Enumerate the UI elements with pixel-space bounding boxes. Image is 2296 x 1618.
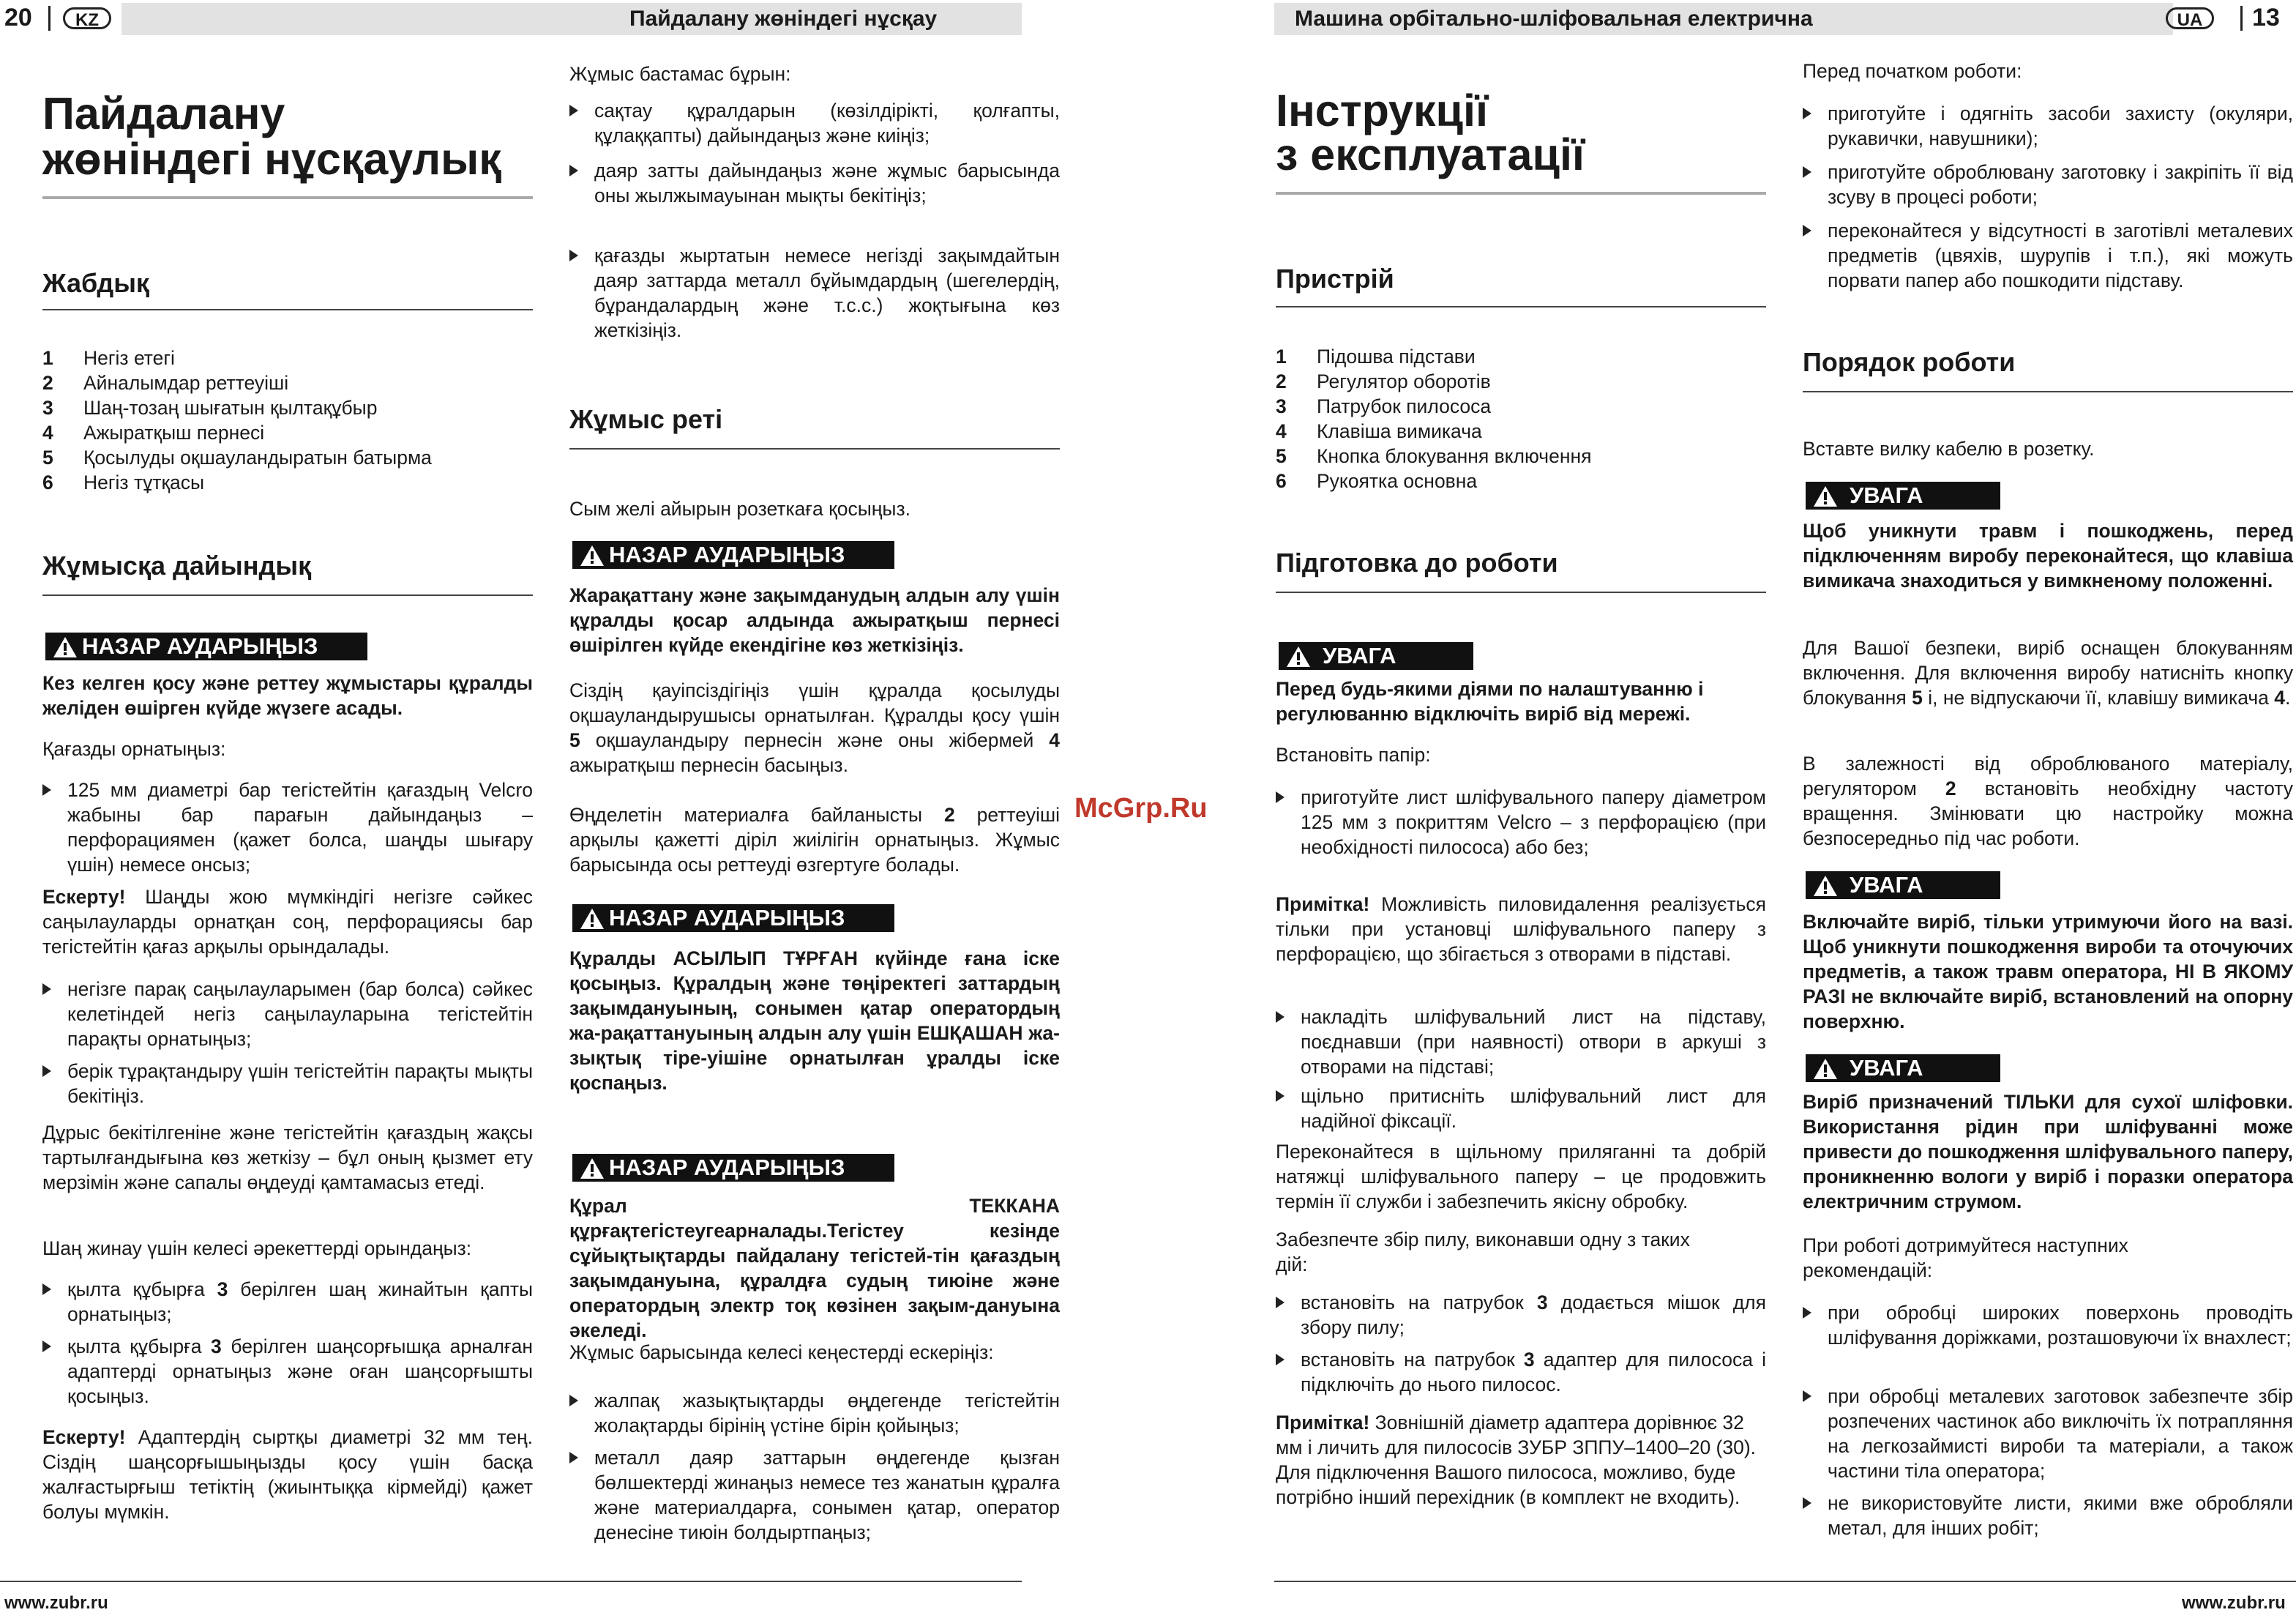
note-text: Ескерту! Адаптердің сыртқы диаметрі 32 мм тең. Сіздің шаңсорғышыңызды қосу үшін басқа жалғастырғыш тетіктің (жиынтыққа кірмейді) қажет болуы мүмкін. xyxy=(42,1426,533,1523)
equipment-item: 1 Негіз етегі xyxy=(42,347,175,369)
list-item: қағазды жыртатын немесе негізді зақымдайтын даяр заттарда металл бұйымдардың (шегелердің, бұрандалардың және т.с.с.) жоқтығына көз жеткізіңіз. xyxy=(594,245,1060,341)
warning-text: Құрал ТЕККАНА құрғақтегістеугеарналады.Тегістеу кезінде сұйықтықтарды пайдалану тегістей-тін қағаздың зақымдануына, құралдға судың тиюіне және оператордың электр тоқ көзінен зақым-дануына әкеледі. xyxy=(569,1195,1060,1341)
section-heading-order: Порядок роботи xyxy=(1803,347,2016,377)
warning-text: Жарақаттану және зақымданудың алдын алу үшін құралды қосар алдында ажыратқыш пернесі өшірілген күйде екендігіне көз жеткізіңіз. xyxy=(569,584,1060,656)
dust-intro: Шаң жинау үшін келесі әрекеттерді орындаңыз: xyxy=(42,1237,472,1259)
plug-text: Сым желі айырын розеткаға қосыңыз. xyxy=(569,498,910,520)
header-divider xyxy=(2240,6,2243,31)
warning-badge: УВАГА xyxy=(1806,1054,2000,1082)
section-heading-equipment: Жабдық xyxy=(42,268,149,298)
title-rule xyxy=(1276,192,1766,195)
device-item: 5 Кнопка блокування включення xyxy=(1276,445,1592,467)
list-item: қылта құбырға 3 берілген шаңсорғышқа арналған адаптерді орнатыңыз және оған шаңсорғышты қосыңыз. xyxy=(67,1335,533,1407)
before-work-intro: Жұмыс бастамас бұрын: xyxy=(569,63,791,85)
header-divider xyxy=(48,6,51,31)
device-item: 6 Рукоятка основна xyxy=(1276,470,1478,492)
list-item: приготуйте лист шліфувального паперу діаметром 125 мм з покриттям Velcro – з перфорацією (при необхідності пилососа) або без; xyxy=(1301,786,1766,858)
list-item: берік тұрақтандыру үшін тегістейтін парақты мықты бекітіңіз. xyxy=(67,1060,533,1107)
warning-text: Щоб уникнути травм і пошкоджень, перед підключенням виробу переконайтеся, що клавіша вимикача знаходиться у вимкненому положенні. xyxy=(1803,520,2293,592)
warning-text: Кез келген қосу және реттеу жұмыстары құралды желіден өшірген күйде жүзеге асады. xyxy=(42,672,533,719)
warning-icon xyxy=(1813,875,1838,897)
safety-text: Для Вашої безпеки, виріб оснащен блокуванням включення. Для включення виробу натисніть кнопку блокування 5 і, не відпускаючи її, клавішу вимикача 4. xyxy=(1803,637,2293,709)
section-rule xyxy=(1803,391,2293,392)
equipment-item: 5 Қосылуды оқшауландыратын батырма xyxy=(42,447,432,469)
warning-text: Включайте виріб, тільки утримуючи його на вазі. Щоб уникнути пошкодження вироби та оточуючих предметів, а також травм оператора, НІ В ЯКОМУ РАЗІ не включайте виріб, встановлений на опорну поверхню. xyxy=(1803,911,2293,1032)
list-item: даяр затты дайындаңыз және жұмыс барысында оны жылжымауынан мықты бекітіңіз; xyxy=(594,160,1060,206)
plug-text: Вставте вилку кабелю в розетку. xyxy=(1803,438,2095,460)
section-rule xyxy=(569,448,1060,450)
equipment-item: 6 Негіз тұтқасы xyxy=(42,471,205,493)
section-heading-device: Пристрій xyxy=(1276,264,1394,294)
page-title-line1: Пайдалану xyxy=(42,89,285,138)
list-item: жалпақ жазықтықтарды өңдегенде тегістейтін жолақтарды бірінің үстіне бірін қойыңыз; xyxy=(594,1390,1060,1436)
warning-icon xyxy=(1813,485,1838,507)
paper-intro: Встановіть папір: xyxy=(1276,744,1431,766)
warning-text: Перед будь-якими діями по налаштуванню і регулюванню відключіть виріб від мережі. xyxy=(1276,678,1704,725)
before-work-intro: Перед початком роботи: xyxy=(1803,60,2022,82)
footer-url[interactable]: www.zubr.ru xyxy=(4,1593,108,1613)
warning-badge: УВАГА xyxy=(1806,482,2000,510)
safety-text: Сіздің қауіпсіздігіңіз үшін құралда қосылуды оқшауландырушысы орнатылған. Құралды қосу үшін 5 оқшауландыру пернесін және оны жібермей 4 ажыратқыш пернесін басыңыз. xyxy=(569,679,1060,776)
section-rule xyxy=(42,309,533,310)
paper-intro: Қағазды орнатыңыз: xyxy=(42,738,226,760)
list-item: приготуйте і одягніть засоби захисту (окуляри, рукавички, навушники); xyxy=(1828,102,2293,149)
warning-icon xyxy=(53,636,78,658)
warning-badge: НАЗАР АУДАРЫҢЫЗ xyxy=(572,904,894,932)
list-item: приготуйте оброблювану заготовку і закріпіть її від зсуву в процесі роботи; xyxy=(1828,161,2293,208)
warning-badge: УВАГА xyxy=(1806,871,2000,899)
header-title: Пайдалану жөніндегі нұсқау xyxy=(629,7,938,31)
device-item: 4 Клавіша вимикача xyxy=(1276,420,1482,442)
warning-badge: НАЗАР АУДАРЫҢЫЗ xyxy=(572,541,894,569)
warning-icon xyxy=(580,545,605,567)
page-title-line2: жөніндегі нұсқаулық xyxy=(42,134,501,184)
list-item: 125 мм диаметрі бар тегістейтін қағаздың Velcro жабыны бар парағын дайындаңыз – перфорациямен (қажет болса, шаңды шығару үшін) немесе онсыз; xyxy=(67,779,533,876)
warning-text: Құралды АСЫЛЫП ТҰРҒАН күйінде ғана іске қосыңыз. Құралдың және төңіректегі заттардың зақымдануының, сонымен қатар оператордың жа-рақаттануының алдын алу үшін ЕШҚАШАН жа-зықтық тіре-уішіне орнатылған ұралды іске қоспаңыз. xyxy=(569,947,1060,1094)
dust-intro: Забезпечте збір пилу, виконавши одну з таких дій: xyxy=(1276,1229,1690,1275)
section-rule xyxy=(1276,306,1766,307)
list-item: при обробці металевих заготовок забезпечте збір розпечених частинок або виключіть їх потрапляння на легкозаймисті вироби та матеріали, а також частини тіла оператора; xyxy=(1828,1385,2293,1482)
section-rule xyxy=(42,594,533,596)
list-item: встановіть на патрубок 3 адаптер для пилососа і підключіть до нього пилосос. xyxy=(1301,1349,1766,1395)
tips-intro: При роботі дотримуйтеся наступних рекомендацій: xyxy=(1803,1234,2128,1281)
footer-rule xyxy=(1274,1581,2296,1582)
page-number: 13 xyxy=(2252,4,2280,31)
list-item: негізге парақ саңылауларымен (бар болса) сәйкес келетіндей негіз саңылауларына тегістейтін парақты орнатыңыз; xyxy=(67,978,533,1050)
list-item: не використовуйте листи, якими вже обробляли метал, для інших робіт; xyxy=(1828,1492,2293,1539)
fit-text: Переконайтеся в щільному приляганні та добрій натяжці шліфувального паперу – це продовжить термін її служби і забезпечить якісну обробку. xyxy=(1276,1141,1766,1212)
note-text: Примітка! Зовнішній діаметр адаптера дорівнює 32 мм і личить для пилососів ЗУБР ЗППУ–1400–20 (30). Для підключення Вашого пилососа, можливо, буде потрібно інший перехідник (в комплект не входить). xyxy=(1276,1412,1757,1508)
list-item: встановіть на патрубок 3 додається мішок для збору пилу; xyxy=(1301,1291,1766,1338)
language-badge: KZ xyxy=(63,7,111,29)
warning-icon xyxy=(1286,646,1311,668)
warning-badge: НАЗАР АУДАРЫҢЫЗ xyxy=(572,1154,894,1182)
list-item: металл даяр заттарын өңдегенде қызған бөлшектерді жинаңыз немесе тез жанатын құралға және материалдарға, сонымен қатар, оператор денесіне тиюін болдыртпаңыз; xyxy=(594,1447,1060,1543)
warning-icon xyxy=(1813,1058,1838,1080)
page-number: 20 xyxy=(4,4,32,31)
list-item: щільно притисніть шліфувальний лист для надійної фіксації. xyxy=(1301,1085,1766,1132)
footer-url[interactable]: www.zubr.ru xyxy=(2182,1593,2286,1613)
watermark: McGrp.Ru xyxy=(1074,793,1208,824)
right-page xyxy=(1148,0,2296,1618)
tips-intro: Жұмыс барысында келесі кеңестерді ескеріңіз: xyxy=(569,1341,994,1363)
equipment-item: 4 Ажыратқыш пернесі xyxy=(42,422,265,444)
warning-text: Виріб призначений ТІЛЬКИ для сухої шліфовки. Використання рідин при шліфуванні може привести до пошкодження шліфувального паперу, проникненню вологи у виріб і поразки оператора електричним струмом. xyxy=(1803,1091,2293,1212)
page-title-line2: з експлуатації xyxy=(1276,130,1585,179)
section-heading-prep: Підготовка до роботи xyxy=(1276,548,1558,578)
header-title: Машина орбітально-шліфовальная електрична xyxy=(1295,7,1813,31)
device-item: 3 Патрубок пилососа xyxy=(1276,395,1492,417)
warning-badge: НАЗАР АУДАРЫҢЫЗ xyxy=(45,633,367,660)
list-item: накладіть шліфувальний лист на підставу, поєднавши (при наявності) отвори в аркуші з отворами на підставі; xyxy=(1301,1006,1766,1078)
section-heading-order: Жұмыс реті xyxy=(569,404,723,434)
list-item: при обробці широких поверхонь проводіть шліфування доріжками, розташовуючи їх внахлест; xyxy=(1828,1302,2293,1349)
note-text: Примітка! Можливість пиловидалення реалізується тільки при установці шліфувального паперу з перфорацією, що збігається з отворами в підставі. xyxy=(1276,893,1766,965)
warning-icon xyxy=(580,1157,605,1179)
note-text: Ескерту! Шаңды жою мүмкіндігі негізге сәйкес саңылауларды орнатқан соң, перфорациясы бар тегістейтін қағаз арқылы орындалады. xyxy=(42,886,533,958)
list-item: қылта құбырға 3 берілген шаң жинайтын қапты орнатыңыз; xyxy=(67,1278,533,1325)
warning-icon xyxy=(580,908,605,930)
page-title-line1: Інструкції xyxy=(1276,86,1489,135)
title-rule xyxy=(42,196,533,199)
list-item: переконайтеся у відсутності в заготівлі металевих предметів (цвяхів, шурупів і т.п.), які можуть порвати папер або пошкодити підставу. xyxy=(1828,220,2293,291)
speed-text: В залежності від оброблюваного матеріалу, регулятором 2 встановіть необхідну частоту вращення. Змінювати цю настройку можна безпосередньо під час роботи. xyxy=(1803,753,2293,849)
equipment-item: 2 Айналымдар реттеуіші xyxy=(42,372,289,394)
language-badge: UA xyxy=(2166,7,2214,29)
equipment-item: 3 Шаң-тозаң шығатын қылтақұбыр xyxy=(42,397,378,419)
list-item: сақтау құралдарын (көзілдірікті, қолғапты, құлаққапты) дайындаңыз және киіңіз; xyxy=(594,100,1060,146)
device-item: 2 Регулятор оборотів xyxy=(1276,370,1491,392)
section-heading-prep: Жұмысқа дайындық xyxy=(42,551,312,581)
footer-rule xyxy=(0,1581,1022,1582)
warning-badge: УВАГА xyxy=(1279,642,1473,670)
section-rule xyxy=(1276,592,1766,593)
device-item: 1 Підошва підстави xyxy=(1276,346,1476,368)
speed-text: Өңделетін материалға байланысты 2 реттеуіші арқылы қажетті діріл жиілігін орнатыңыз. Жұмыс барысында осы реттеуді өзгертуге болады. xyxy=(569,804,1060,876)
fix-text: Дұрыс бекітілгеніне және тегістейтін қағаздың жақсы тартылғандығына көз жеткізу – бұл оның қызмет ету мерзімін және сапалы өңдеуді қамтамасыз етеді. xyxy=(42,1122,533,1193)
